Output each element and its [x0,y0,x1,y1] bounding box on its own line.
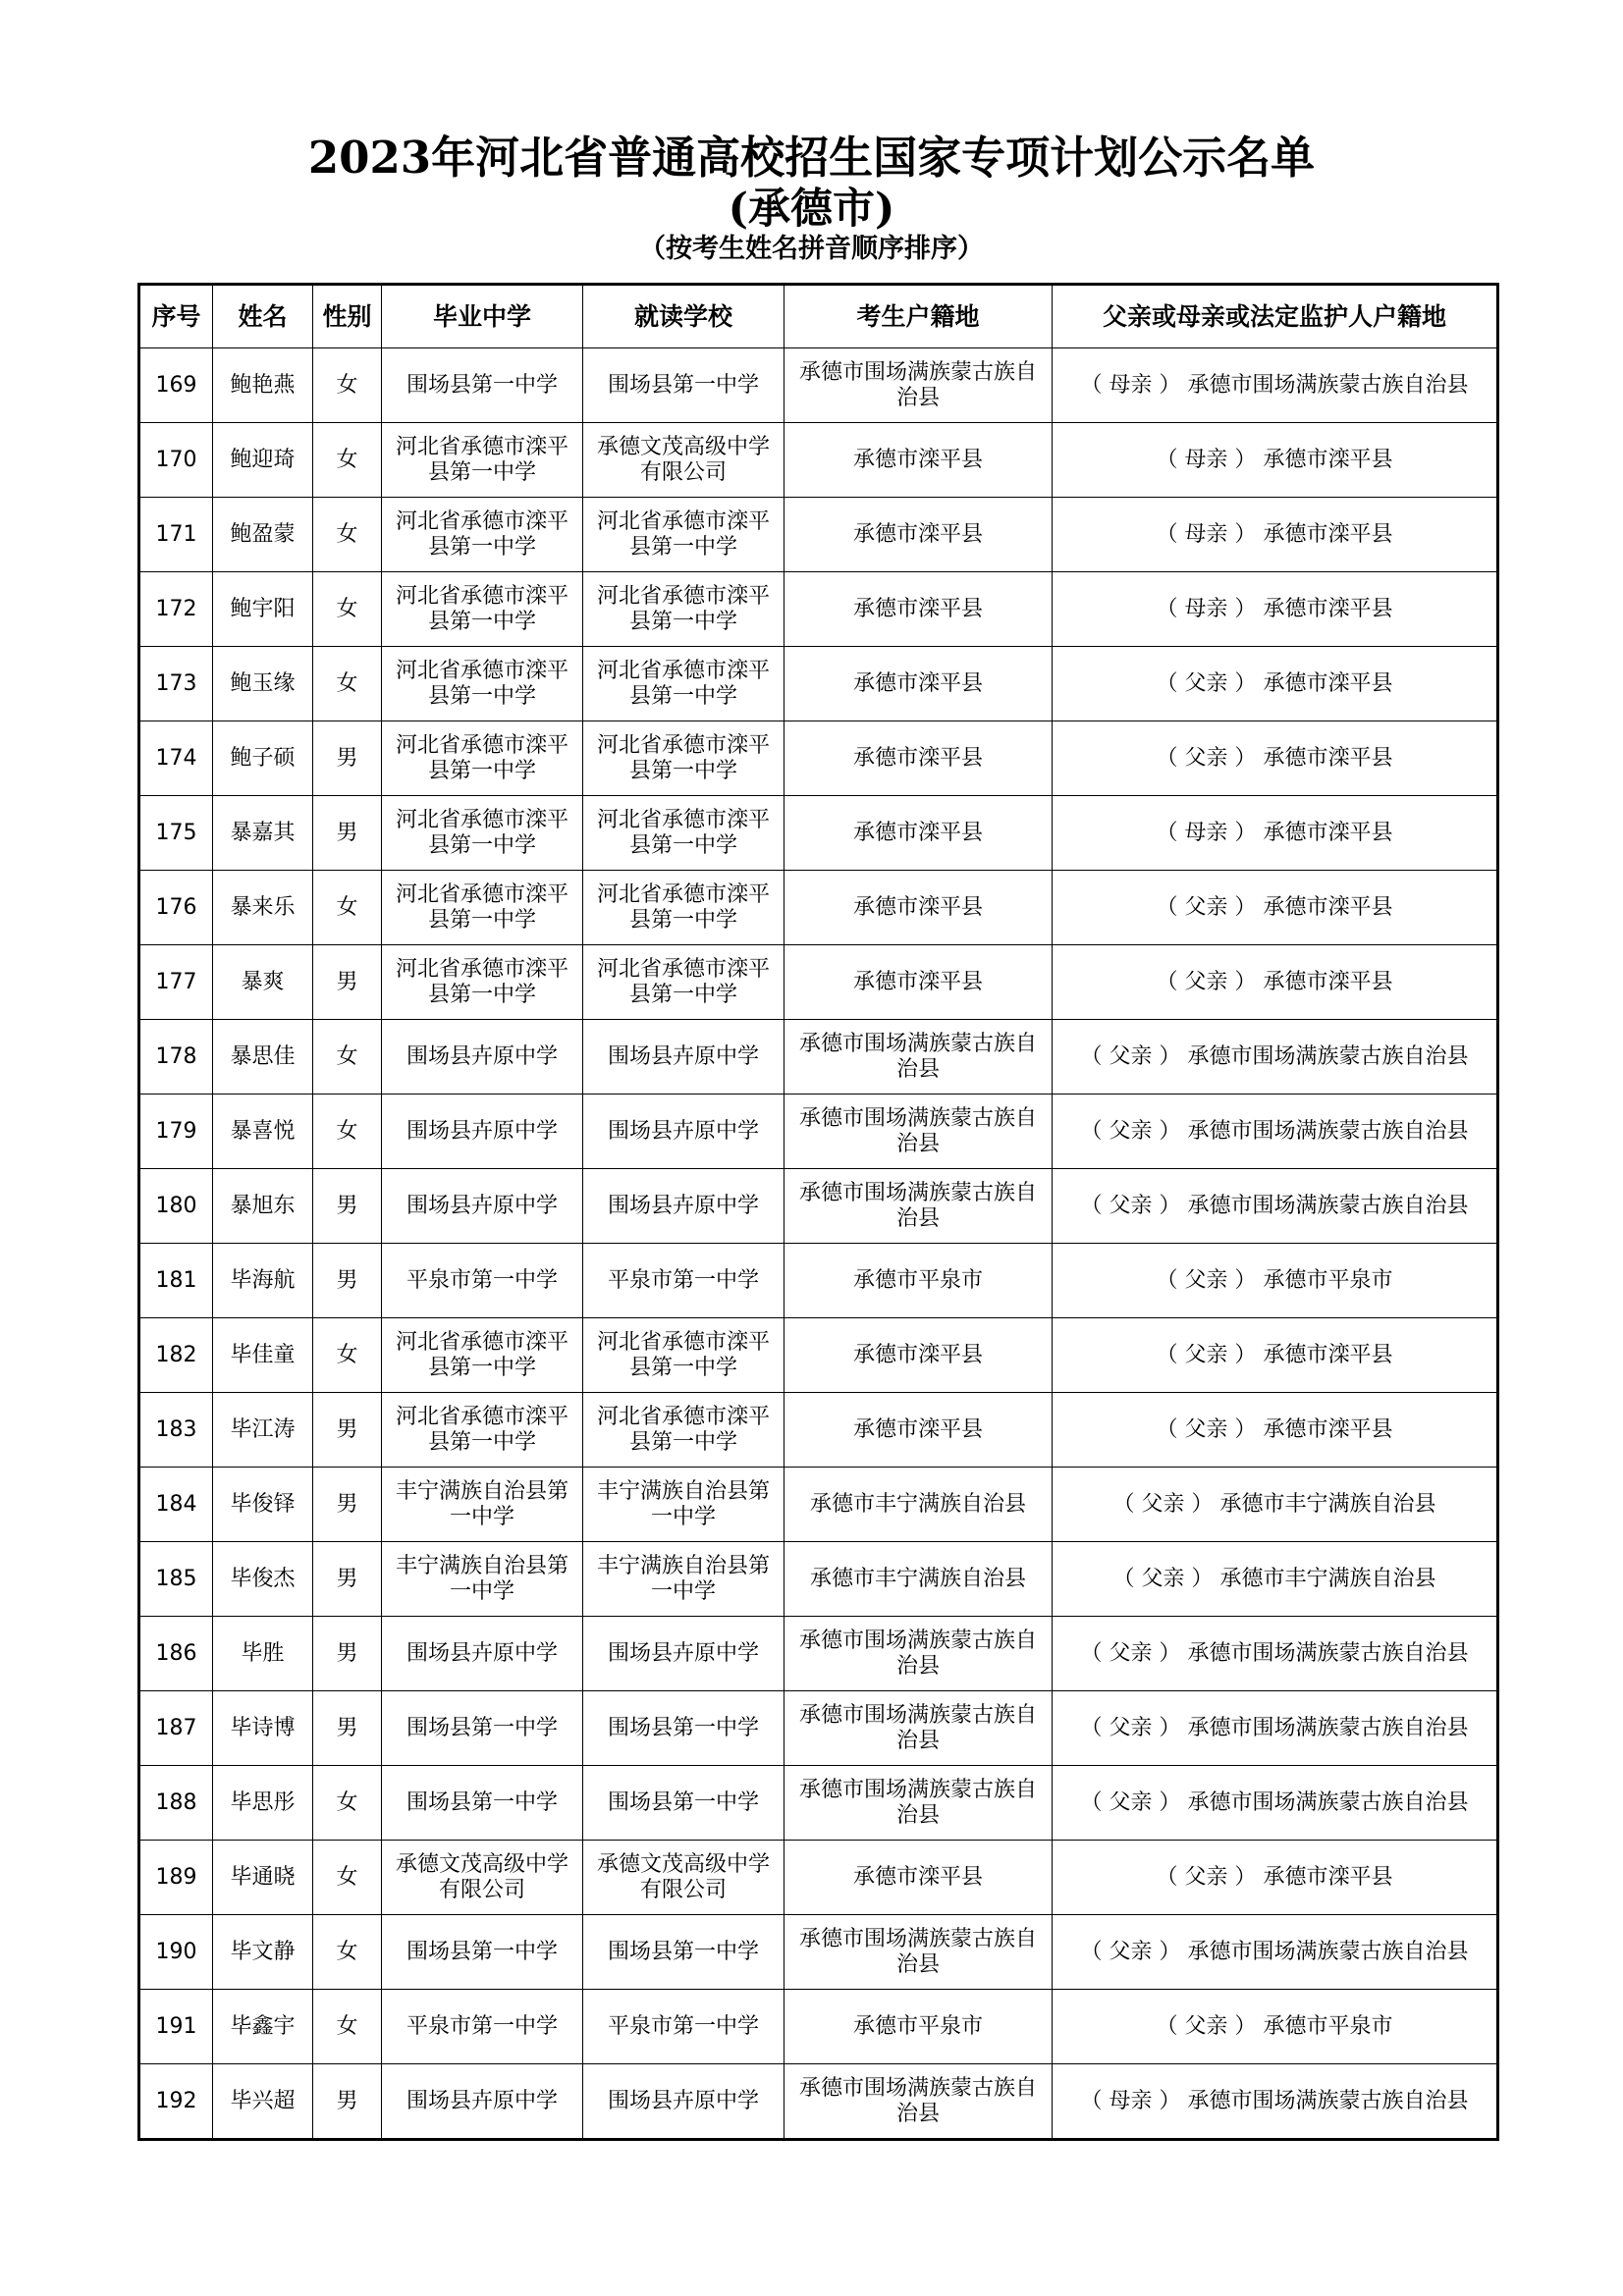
current-school-cell: 河北省承德市滦平县第一中学 [583,572,784,647]
row-number-cell: 186 [139,1617,213,1691]
row-number-cell: 173 [139,647,213,721]
grad-school-cell: 丰宁满族自治县第一中学 [382,1468,583,1542]
guardian-hukou-cell [1053,423,1498,498]
guardian-relation: （ 父亲 ） [1080,1118,1181,1144]
student-name-cell: 毕俊杰 [213,1542,313,1617]
grad-school-cell: 围场县第一中学 [382,1915,583,1990]
guardian-hukou-cell [1053,721,1498,796]
hukou-cell: 承德市滦平县 [784,1841,1053,1915]
row-number-cell: 176 [139,871,213,945]
guardian-hukou-cell [1053,796,1498,871]
guardian-relation: （ 父亲 ） [1156,1416,1257,1442]
table-row [139,1990,1498,2064]
row-number-cell: 187 [139,1691,213,1766]
table-row [139,1393,1498,1468]
header-current-school: 就读学校 [583,285,784,348]
hukou-cell: 承德市围场满族蒙古族自治县 [784,1691,1053,1766]
current-school-cell: 围场县第一中学 [583,1766,784,1841]
row-number-cell: 178 [139,1020,213,1095]
student-name-cell: 鲍宇阳 [213,572,313,647]
guardian-hukou-text: 承德市围场满族蒙古族自治县 [1187,1043,1469,1069]
guardian-relation: （ 母亲 ） [1156,521,1257,547]
table-row [139,647,1498,721]
table-row [139,945,1498,1020]
row-number-cell: 175 [139,796,213,871]
hukou-cell: 承德市围场满族蒙古族自治县 [784,348,1053,423]
grad-school-cell: 河北省承德市滦平县第一中学 [382,647,583,721]
student-name-cell: 鲍子硕 [213,721,313,796]
guardian-hukou-cell [1053,1393,1498,1468]
grad-school-cell: 河北省承德市滦平县第一中学 [382,871,583,945]
table-row [139,1244,1498,1318]
gender-cell: 男 [313,1468,382,1542]
table-row [139,572,1498,647]
current-school-cell: 河北省承德市滦平县第一中学 [583,871,784,945]
gender-cell: 男 [313,945,382,1020]
guardian-hukou-cell [1053,348,1498,423]
gender-cell: 男 [313,2064,382,2140]
hukou-cell: 承德市丰宁满族自治县 [784,1542,1053,1617]
guardian-hukou-text: 承德市围场满族蒙古族自治县 [1187,1193,1469,1218]
guardian-hukou-text: 承德市围场满族蒙古族自治县 [1187,372,1469,398]
grad-school-cell: 围场县第一中学 [382,1766,583,1841]
row-number-cell: 171 [139,498,213,572]
row-number-cell: 188 [139,1766,213,1841]
guardian-hukou-text: 承德市滦平县 [1263,596,1393,621]
gender-cell: 女 [313,647,382,721]
guardian-relation: （ 父亲 ） [1112,1566,1214,1591]
hukou-cell: 承德市平泉市 [784,1244,1053,1318]
guardian-hukou-text: 承德市围场满族蒙古族自治县 [1187,1939,1469,1964]
hukou-cell: 承德市围场满族蒙古族自治县 [784,1095,1053,1169]
table-row [139,423,1498,498]
guardian-hukou-cell [1053,647,1498,721]
guardian-hukou-text: 承德市滦平县 [1263,1416,1393,1442]
hukou-cell: 承德市围场满族蒙古族自治县 [784,1617,1053,1691]
table-row [139,1766,1498,1841]
row-number-cell: 179 [139,1095,213,1169]
guardian-relation: （ 母亲 ） [1080,372,1181,398]
guardian-relation: （ 父亲 ） [1080,1939,1181,1964]
gender-cell: 女 [313,871,382,945]
guardian-relation: （ 父亲 ） [1156,670,1257,696]
guardian-relation: （ 父亲 ） [1156,1342,1257,1367]
guardian-relation: （ 母亲 ） [1156,820,1257,845]
guardian-hukou-cell [1053,572,1498,647]
header-gender: 性别 [313,285,382,348]
guardian-hukou-cell [1053,1990,1498,2064]
row-number-cell: 174 [139,721,213,796]
current-school-cell: 河北省承德市滦平县第一中学 [583,721,784,796]
hukou-cell: 承德市滦平县 [784,871,1053,945]
grad-school-cell: 河北省承德市滦平县第一中学 [382,721,583,796]
header-name: 姓名 [213,285,313,348]
table-row [139,1542,1498,1617]
student-name-cell: 鲍迎琦 [213,423,313,498]
gender-cell: 男 [313,721,382,796]
table-row [139,1095,1498,1169]
student-name-cell: 毕海航 [213,1244,313,1318]
table-row [139,348,1498,423]
guardian-relation: （ 父亲 ） [1156,969,1257,994]
row-number-cell: 172 [139,572,213,647]
guardian-relation: （ 父亲 ） [1156,1864,1257,1890]
guardian-hukou-text: 承德市滦平县 [1263,969,1393,994]
current-school-cell: 河北省承德市滦平县第一中学 [583,498,784,572]
guardian-hukou-text: 承德市滦平县 [1263,820,1393,845]
current-school-cell: 围场县第一中学 [583,348,784,423]
guardian-hukou-cell [1053,1318,1498,1393]
current-school-cell: 河北省承德市滦平县第一中学 [583,647,784,721]
guardian-hukou-cell [1053,1691,1498,1766]
table-row [139,1169,1498,1244]
grad-school-cell: 围场县第一中学 [382,1691,583,1766]
table-header-row [139,285,1498,348]
row-number-cell: 192 [139,2064,213,2140]
header-hukou: 考生户籍地 [784,285,1053,348]
guardian-relation: （ 父亲 ） [1080,1193,1181,1218]
guardian-relation: （ 父亲 ） [1156,1267,1257,1293]
current-school-cell: 河北省承德市滦平县第一中学 [583,1318,784,1393]
guardian-hukou-cell [1053,498,1498,572]
current-school-cell: 河北省承德市滦平县第一中学 [583,945,784,1020]
student-name-cell: 鲍盈蒙 [213,498,313,572]
gender-cell: 男 [313,796,382,871]
guardian-hukou-cell [1053,1766,1498,1841]
guardian-hukou-text: 承德市丰宁满族自治县 [1219,1491,1436,1517]
gender-cell: 男 [313,1617,382,1691]
student-name-cell: 暴思佳 [213,1020,313,1095]
grad-school-cell: 围场县第一中学 [382,348,583,423]
student-name-cell: 毕鑫宇 [213,1990,313,2064]
current-school-cell: 围场县卉原中学 [583,1169,784,1244]
student-name-cell: 毕诗博 [213,1691,313,1766]
guardian-hukou-text: 承德市围场满族蒙古族自治县 [1187,1789,1469,1815]
student-name-cell: 暴来乐 [213,871,313,945]
grad-school-cell: 围场县卉原中学 [382,2064,583,2140]
student-name-cell: 毕江涛 [213,1393,313,1468]
guardian-hukou-text: 承德市平泉市 [1263,2013,1393,2039]
current-school-cell: 平泉市第一中学 [583,1990,784,2064]
guardian-relation: （ 父亲 ） [1156,894,1257,920]
guardian-hukou-cell [1053,1617,1498,1691]
student-name-cell: 毕胜 [213,1617,313,1691]
student-name-cell: 毕佳童 [213,1318,313,1393]
hukou-cell: 承德市围场满族蒙古族自治县 [784,1766,1053,1841]
hukou-cell: 承德市滦平县 [784,1393,1053,1468]
hukou-cell: 承德市滦平县 [784,721,1053,796]
hukou-cell: 承德市滦平县 [784,572,1053,647]
hukou-cell: 承德市滦平县 [784,1318,1053,1393]
guardian-relation: （ 父亲 ） [1156,2013,1257,2039]
grad-school-cell: 河北省承德市滦平县第一中学 [382,796,583,871]
grad-school-cell: 河北省承德市滦平县第一中学 [382,572,583,647]
guardian-relation: （ 父亲 ） [1080,1640,1181,1666]
gender-cell: 女 [313,572,382,647]
guardian-hukou-cell [1053,1095,1498,1169]
grad-school-cell: 平泉市第一中学 [382,1244,583,1318]
hukou-cell: 承德市滦平县 [784,423,1053,498]
guardian-hukou-cell [1053,1841,1498,1915]
grad-school-cell: 围场县卉原中学 [382,1095,583,1169]
guardian-hukou-text: 承德市滦平县 [1263,745,1393,771]
guardian-hukou-text: 承德市围场满族蒙古族自治县 [1187,1715,1469,1740]
grad-school-cell: 河北省承德市滦平县第一中学 [382,1318,583,1393]
current-school-cell: 围场县第一中学 [583,1691,784,1766]
gender-cell: 男 [313,1691,382,1766]
table-row [139,2064,1498,2140]
grad-school-cell: 承德文茂高级中学有限公司 [382,1841,583,1915]
table-row [139,498,1498,572]
row-number-cell: 190 [139,1915,213,1990]
gender-cell: 女 [313,1095,382,1169]
guardian-hukou-cell [1053,1020,1498,1095]
guardian-relation: （ 父亲 ） [1080,1715,1181,1740]
guardian-hukou-text: 承德市平泉市 [1263,1267,1393,1293]
sort-note: （按考生姓名拼音顺序排序） [639,234,984,264]
grad-school-cell: 河北省承德市滦平县第一中学 [382,1393,583,1468]
row-number-cell: 185 [139,1542,213,1617]
header-no: 序号 [139,285,213,348]
guardian-relation: （ 母亲 ） [1080,2088,1181,2113]
hukou-cell: 承德市滦平县 [784,498,1053,572]
student-name-cell: 毕俊铎 [213,1468,313,1542]
student-name-cell: 毕通晓 [213,1841,313,1915]
grad-school-cell: 平泉市第一中学 [382,1990,583,2064]
current-school-cell: 承德文茂高级中学有限公司 [583,423,784,498]
gender-cell: 男 [313,1393,382,1468]
current-school-cell: 围场县卉原中学 [583,1095,784,1169]
guardian-relation: （ 父亲 ） [1080,1043,1181,1069]
gender-cell: 女 [313,423,382,498]
document-city: (承德市) [728,185,895,234]
row-number-cell: 181 [139,1244,213,1318]
gender-cell: 女 [313,348,382,423]
table-row [139,1915,1498,1990]
guardian-hukou-cell [1053,1542,1498,1617]
table-row [139,1468,1498,1542]
row-number-cell: 191 [139,1990,213,2064]
row-number-cell: 169 [139,348,213,423]
hukou-cell: 承德市平泉市 [784,1990,1053,2064]
student-name-cell: 鲍艳燕 [213,348,313,423]
current-school-cell: 围场县卉原中学 [583,2064,784,2140]
hukou-cell: 承德市滦平县 [784,945,1053,1020]
table-row [139,721,1498,796]
guardian-relation: （ 父亲 ） [1112,1491,1214,1517]
guardian-hukou-text: 承德市滦平县 [1263,521,1393,547]
guardian-relation: （ 母亲 ） [1156,447,1257,472]
gender-cell: 女 [313,1766,382,1841]
gender-cell: 女 [313,1841,382,1915]
student-name-cell: 暴喜悦 [213,1095,313,1169]
gender-cell: 男 [313,1244,382,1318]
gender-cell: 女 [313,498,382,572]
current-school-cell: 承德文茂高级中学有限公司 [583,1841,784,1915]
gender-cell: 女 [313,1915,382,1990]
row-number-cell: 170 [139,423,213,498]
hukou-cell: 承德市滦平县 [784,796,1053,871]
roster-table [137,283,1499,2141]
guardian-hukou-text: 承德市滦平县 [1263,670,1393,696]
row-number-cell: 184 [139,1468,213,1542]
hukou-cell: 承德市围场满族蒙古族自治县 [784,1915,1053,1990]
student-name-cell: 暴嘉其 [213,796,313,871]
row-number-cell: 183 [139,1393,213,1468]
guardian-hukou-text: 承德市滦平县 [1263,1342,1393,1367]
student-name-cell: 鲍玉缘 [213,647,313,721]
current-school-cell: 平泉市第一中学 [583,1244,784,1318]
table-row [139,796,1498,871]
hukou-cell: 承德市滦平县 [784,647,1053,721]
guardian-hukou-cell [1053,1169,1498,1244]
guardian-hukou-text: 承德市滦平县 [1263,447,1393,472]
current-school-cell: 围场县卉原中学 [583,1020,784,1095]
row-number-cell: 182 [139,1318,213,1393]
guardian-hukou-cell [1053,1468,1498,1542]
student-name-cell: 毕文静 [213,1915,313,1990]
guardian-hukou-cell [1053,1244,1498,1318]
guardian-relation: （ 父亲 ） [1080,1789,1181,1815]
hukou-cell: 承德市围场满族蒙古族自治县 [784,1020,1053,1095]
grad-school-cell: 围场县卉原中学 [382,1617,583,1691]
gender-cell: 男 [313,1169,382,1244]
table-row [139,871,1498,945]
row-number-cell: 180 [139,1169,213,1244]
student-name-cell: 暴爽 [213,945,313,1020]
guardian-relation: （ 父亲 ） [1156,745,1257,771]
table-row [139,1841,1498,1915]
student-name-cell: 毕思彤 [213,1766,313,1841]
current-school-cell: 河北省承德市滦平县第一中学 [583,1393,784,1468]
guardian-hukou-cell [1053,945,1498,1020]
grad-school-cell: 围场县卉原中学 [382,1169,583,1244]
guardian-hukou-cell [1053,2064,1498,2140]
gender-cell: 男 [313,1542,382,1617]
current-school-cell: 丰宁满族自治县第一中学 [583,1542,784,1617]
grad-school-cell: 丰宁满族自治县第一中学 [382,1542,583,1617]
table-body [139,348,1498,2140]
row-number-cell: 189 [139,1841,213,1915]
grad-school-cell: 河北省承德市滦平县第一中学 [382,945,583,1020]
guardian-hukou-cell [1053,871,1498,945]
hukou-cell: 承德市围场满族蒙古族自治县 [784,2064,1053,2140]
gender-cell: 女 [313,1020,382,1095]
grad-school-cell: 围场县卉原中学 [382,1020,583,1095]
grad-school-cell: 河北省承德市滦平县第一中学 [382,423,583,498]
header-grad-school: 毕业中学 [382,285,583,348]
row-number-cell: 177 [139,945,213,1020]
guardian-hukou-text: 承德市围场满族蒙古族自治县 [1187,1118,1469,1144]
guardian-hukou-text: 承德市滦平县 [1263,894,1393,920]
grad-school-cell: 河北省承德市滦平县第一中学 [382,498,583,572]
current-school-cell: 围场县第一中学 [583,1915,784,1990]
current-school-cell: 丰宁满族自治县第一中学 [583,1468,784,1542]
gender-cell: 女 [313,1318,382,1393]
hukou-cell: 承德市围场满族蒙古族自治县 [784,1169,1053,1244]
table-row [139,1691,1498,1766]
gender-cell: 女 [313,1990,382,2064]
guardian-hukou-text: 承德市滦平县 [1263,1864,1393,1890]
table-row [139,1020,1498,1095]
current-school-cell: 河北省承德市滦平县第一中学 [583,796,784,871]
guardian-hukou-text: 承德市围场满族蒙古族自治县 [1187,2088,1469,2113]
guardian-relation: （ 母亲 ） [1156,596,1257,621]
guardian-hukou-cell [1053,1915,1498,1990]
current-school-cell: 围场县卉原中学 [583,1617,784,1691]
table-row [139,1617,1498,1691]
hukou-cell: 承德市丰宁满族自治县 [784,1468,1053,1542]
student-name-cell: 暴旭东 [213,1169,313,1244]
guardian-hukou-text: 承德市围场满族蒙古族自治县 [1187,1640,1469,1666]
header-guardian-hukou: 父亲或母亲或法定监护人户籍地 [1053,285,1498,348]
guardian-hukou-text: 承德市丰宁满族自治县 [1219,1566,1436,1591]
document-title: 2023年河北省普通高校招生国家专项计划公示名单 [307,132,1316,184]
table-row [139,1318,1498,1393]
student-name-cell: 毕兴超 [213,2064,313,2140]
